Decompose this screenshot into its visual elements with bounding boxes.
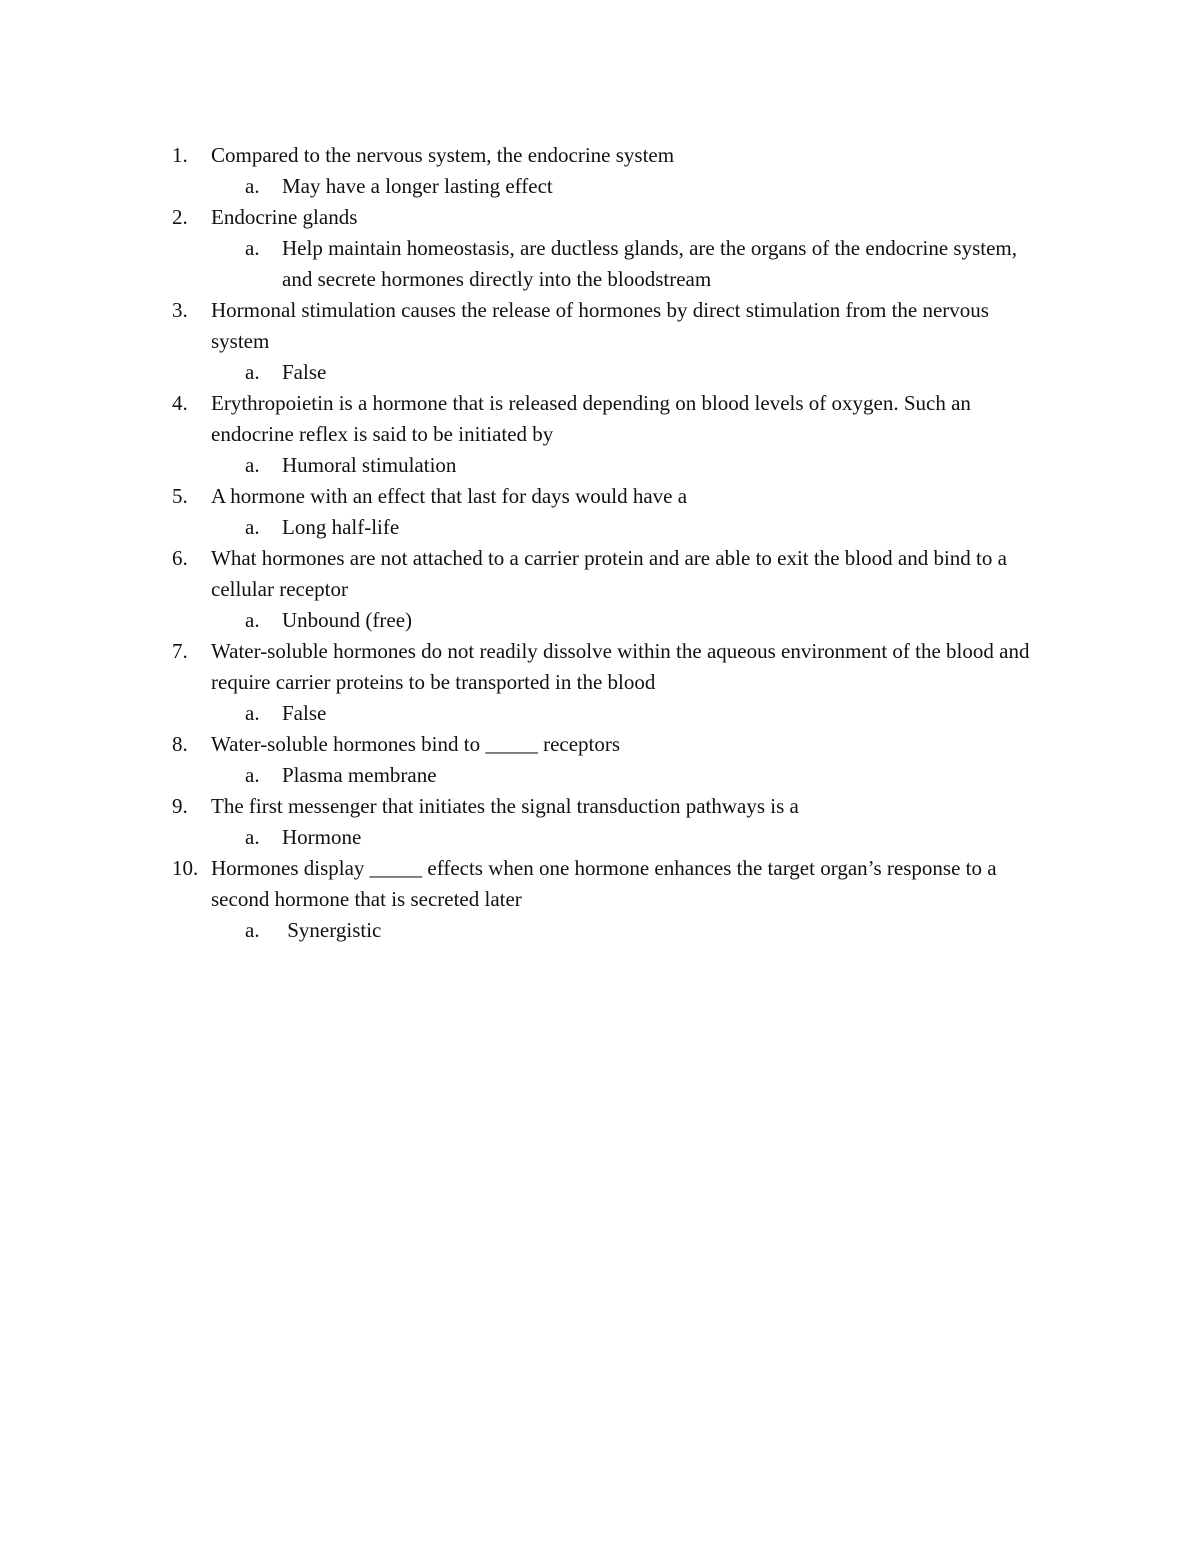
answer-letter: a. <box>245 453 260 477</box>
answer-row <box>245 450 1052 481</box>
question-row <box>172 140 1052 171</box>
question-number: 9. <box>172 794 188 818</box>
question-item <box>172 202 1052 295</box>
question-item <box>172 543 1052 636</box>
answer-text: Unbound (free) <box>282 608 413 632</box>
question-number: 5. <box>172 484 188 508</box>
question-text: Water-soluble hormones bind to _____ receptors <box>211 732 621 756</box>
question-number: 8. <box>172 732 188 756</box>
question-number: 10. <box>172 856 199 880</box>
question-item <box>172 729 1052 791</box>
answer-letter: a. <box>245 825 260 849</box>
question-list <box>172 140 1052 946</box>
question-text: Erythropoietin is a hormone that is released depending on blood levels of oxygen. Such an endocrine reflex is said to be initiated by <box>211 391 971 446</box>
question-text: Hormonal stimulation causes the release of hormones by direct stimulation from the nervous system <box>211 298 989 353</box>
answer-row <box>245 698 1052 729</box>
question-row <box>172 295 1052 357</box>
question-text: Endocrine glands <box>211 205 358 229</box>
answer-row <box>245 512 1052 543</box>
answer-text: May have a longer lasting effect <box>282 174 553 198</box>
question-row <box>172 791 1052 822</box>
answer-text: Plasma membrane <box>282 763 437 787</box>
question-row <box>172 729 1052 760</box>
question-row <box>172 202 1052 233</box>
question-item <box>172 388 1052 481</box>
question-number: 6. <box>172 546 188 570</box>
answer-text: False <box>282 360 327 384</box>
question-number: 2. <box>172 205 188 229</box>
question-row <box>172 481 1052 512</box>
question-item <box>172 853 1052 946</box>
answer-row <box>245 915 1052 946</box>
answer-row <box>245 760 1052 791</box>
answer-letter: a. <box>245 608 260 632</box>
answer-text: Help maintain homeostasis, are ductless glands, are the organs of the endocrine system, and secrete hormones directly into the bloodstream <box>282 236 1017 291</box>
answer-text: Humoral stimulation <box>282 453 457 477</box>
answer-row <box>245 171 1052 202</box>
answer-text: False <box>282 701 327 725</box>
question-row <box>172 636 1052 698</box>
question-row <box>172 388 1052 450</box>
answer-row <box>245 822 1052 853</box>
answer-letter: a. <box>245 763 260 787</box>
answer-letter: a. <box>245 174 260 198</box>
question-item <box>172 481 1052 543</box>
question-row <box>172 543 1052 605</box>
answer-letter: a. <box>245 918 260 942</box>
question-item <box>172 295 1052 388</box>
question-item <box>172 791 1052 853</box>
question-text: Compared to the nervous system, the endocrine system <box>211 143 675 167</box>
question-row <box>172 853 1052 915</box>
question-number: 4. <box>172 391 188 415</box>
question-number: 1. <box>172 143 188 167</box>
answer-text: Hormone <box>282 825 362 849</box>
question-number: 7. <box>172 639 188 663</box>
answer-letter: a. <box>245 701 260 725</box>
answer-letter: a. <box>245 360 260 384</box>
answer-letter: a. <box>245 236 260 260</box>
question-text: A hormone with an effect that last for days would have a <box>211 484 688 508</box>
question-number: 3. <box>172 298 188 322</box>
question-item <box>172 636 1052 729</box>
answer-row <box>245 233 1052 295</box>
question-text: The first messenger that initiates the signal transduction pathways is a <box>211 794 799 818</box>
question-text: Water-soluble hormones do not readily dissolve within the aqueous environment of the blood and require carrier proteins to be transported in the blood <box>211 639 1030 694</box>
answer-text: Synergistic <box>282 918 382 942</box>
answer-text: Long half-life <box>282 515 400 539</box>
question-text: What hormones are not attached to a carrier protein and are able to exit the blood and bind to a cellular receptor <box>211 546 1007 601</box>
answer-letter: a. <box>245 515 260 539</box>
question-text: Hormones display _____ effects when one hormone enhances the target organ’s response to a second hormone that is secreted later <box>211 856 997 911</box>
question-item <box>172 140 1052 202</box>
answer-row <box>245 605 1052 636</box>
answer-row <box>245 357 1052 388</box>
